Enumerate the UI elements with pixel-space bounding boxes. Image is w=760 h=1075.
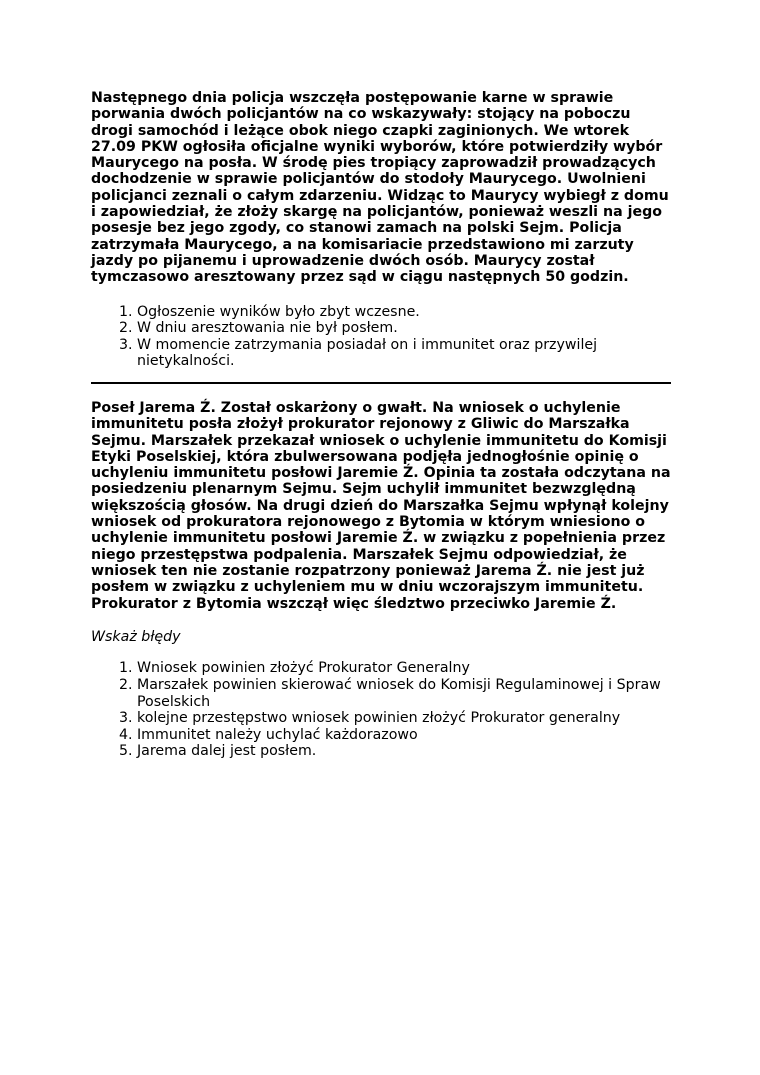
document-page: [91, 90, 671, 760]
list-item: 3. kolejne przestępstwo wniosek powinien złożyć Prokurator generalny: [137, 710, 671, 727]
section2-label: Wskaż błędy: [91, 628, 181, 645]
list-item: 2. W dniu aresztowania nie był posłem.: [137, 320, 671, 337]
list-item: 3. W momencie zatrzymania posiadał on i immunitet oraz przywilej nietykalności.: [137, 337, 671, 370]
section1-list: [91, 304, 671, 370]
section1-paragraph: Następnego dnia policja wszczęła postępowanie karne w sprawie porwania dwóch policjantów na co wskazywały: stojący na poboczu drogi samochód i leżące obok niego czapki zaginionych. We wtorek 27.09 PKW ogłosiła oficjalne wyniki wyborów, które potwierdziły wybór Maurycego na posła. W środę pies tropiący zaprowadził prowadzących dochodzenie w sprawie policjantów do stodoły Maurycego. Uwolnieni policjanci zeznali o całym zdarzeniu. Widząc to Maurycy wybiegł z domu i zapowiedział, że złoży skargę na policjantów, ponieważ weszli na jego posesje bez jego zgody, co stanowi zamach na polski Sejm. Policja zatrzymała Maurycego, a na komisariacie przedstawiono mi zarzuty jazdy po pijanemu i uprowadzenie dwóch osób. Maurycy został tymczasowo aresztowany przez sąd w ciągu następnych 50 godzin.: [91, 90, 669, 286]
list-item: 1. Wniosek powinien złożyć Prokurator Generalny: [137, 660, 671, 677]
list-item: 1. Ogłoszenie wyników było zbyt wczesne.: [137, 304, 671, 321]
section2-list: [91, 660, 671, 760]
horizontal-divider: [91, 382, 671, 384]
list-item: 4. Immunitet należy uchylać każdorazowo: [137, 727, 671, 744]
list-item: 2. Marszałek powinien skierować wniosek do Komisji Regulaminowej i Spraw Poselskich: [137, 677, 671, 710]
list-item: 5. Jarema dalej jest posłem.: [137, 743, 671, 760]
section2-paragraph: Poseł Jarema Ź. Został oskarżony o gwałt. Na wniosek o uchylenie immunitetu posła złożył prokurator rejonowy z Gliwic do Marszałka Sejmu. Marszałek przekazał wniosek o uchylenie immunitetu do Komisji Etyki Poselskiej, która zbulwersowana podjęła jednogłośnie opinię o uchyleniu immunitetu posłowi Jaremie Ź. Opinia ta została odczytana na posiedzeniu plenarnym Sejmu. Sejm uchylił immunitet bezwzględną większością głosów. Na drugi dzień do Marszałka Sejmu wpłynął kolejny wniosek od prokuratora rejonowego z Bytomia w którym wniesiono o uchylenie immunitetu posłowi Jaremie Ź. w związku z popełnienia przez niego przestępstwa podpalenia. Marszałek Sejmu odpowiedział, że wniosek ten nie zostanie rozpatrzony ponieważ Jarema Ź. nie jest już posłem w związku z uchyleniem mu w dniu wczorajszym immunitetu. Prokurator z Bytomia wszczął więc śledztwo przeciwko Jaremie Ź.: [91, 399, 671, 612]
